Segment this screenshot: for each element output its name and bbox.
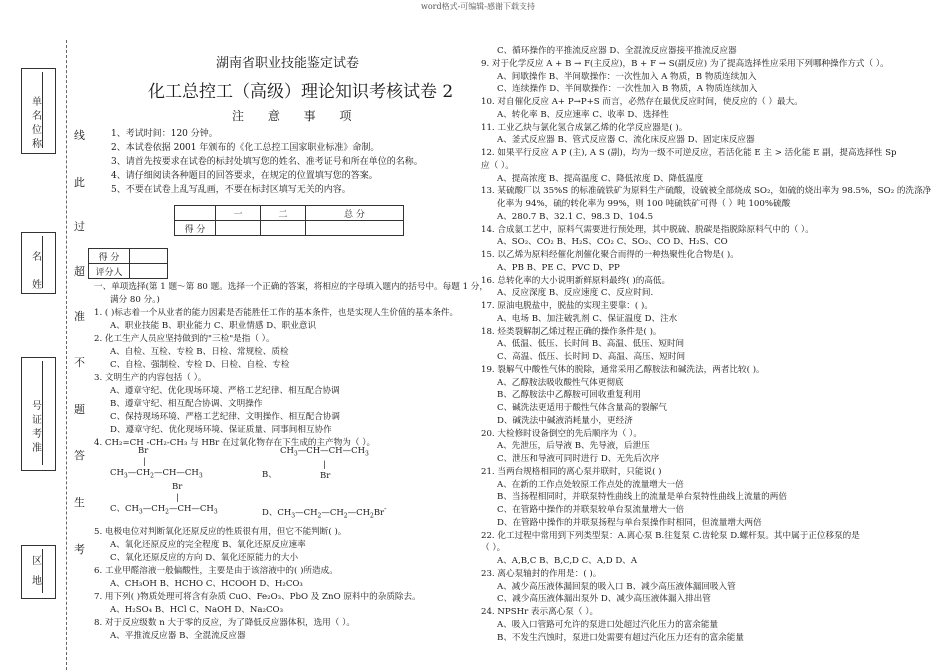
question-line: 24. NPSHr 表示离心泵（ ）。 bbox=[481, 607, 599, 617]
option-line: A、平推流反应器 B、全混流反应器 bbox=[110, 631, 246, 641]
option-line: （ ）。 bbox=[481, 543, 506, 554]
option-line: D、碱洗法中碱液消耗量小，更经济 bbox=[497, 415, 633, 426]
field-region-label: 区 地 bbox=[32, 556, 42, 587]
cut-word: 不 bbox=[74, 356, 85, 369]
question-line: 16. 总转化率的大小说明新鲜原料最终( )的高低。 bbox=[481, 275, 671, 286]
question-line: 2. 化工生产人员应坚持做到的"三检"是指（ ）。 bbox=[94, 334, 275, 344]
question-line: 20. 大检修时设备倒空的先后顺序为（ ）。 bbox=[481, 428, 642, 439]
score-cell[interactable] bbox=[216, 221, 261, 236]
option-line: 应（ ）。 bbox=[481, 160, 514, 171]
exam-org: 湖南省职业技能鉴定试卷 bbox=[216, 56, 360, 71]
option-line: A、自检、互检、专检 B、日检、常规检、质检 bbox=[110, 347, 289, 357]
option-line: A、乙醇胺法吸收酸性气体更彻底 bbox=[497, 377, 624, 388]
option-line: A、吸入口管路可允许的泵进口处超过汽化压力的富余能量 bbox=[497, 619, 719, 630]
option-line: A、先泄压，后导液 B、先导液，后泄压 bbox=[497, 441, 650, 452]
exam-title: 化工总控工（高级）理论知识考核试卷 2 bbox=[148, 82, 454, 102]
field-unit-label: 单 名 位 称 bbox=[32, 97, 42, 150]
option-line: A、电场 B、加注破乳剂 C、保证温度 D、注水 bbox=[497, 313, 678, 324]
option-line: C、碱洗法更适用于酸性气体含量高的裂解气 bbox=[497, 403, 667, 413]
option-line: 化率为 94%，硫的转化率为 99%，则 100 吨硫铁矿可得（ ）吨 100%硫酸 bbox=[497, 199, 791, 209]
notice-item: 1、考试时间：120 分钟。 bbox=[111, 129, 218, 139]
field-name-label: 名 姓 bbox=[32, 252, 42, 291]
section-heading: 一、单项选择(第 1 题～第 80 题。选择一个正确的答案，将相应的字母填入题内的括号中。每题 1 分， bbox=[94, 282, 488, 292]
grader-score-label: 得 分 bbox=[89, 249, 130, 264]
option-line: D、在管路中操作的并联泵扬程与单台泵操作时相同，但流量增大两倍 bbox=[497, 517, 762, 528]
notice-item: 2、本试卷依据 2001 年颁布的《化工总控工国家职业标准》命制。 bbox=[111, 143, 380, 153]
question-line: 19. 裂解气中酸性气体的脱除，通常采用乙醇胺法和碱洗法，两者比较( )。 bbox=[481, 364, 765, 375]
option-line: A、遵章守纪、优化现场环境、严格工艺纪律、相互配合协调 bbox=[110, 386, 340, 396]
notice-title: 注 意 事 项 bbox=[232, 109, 362, 123]
score-table bbox=[174, 205, 404, 236]
question-line: 5. 电极电位对判断氧化还原反应的性质很有用，但它不能判断( )。 bbox=[94, 527, 347, 537]
question-line: 8. 对于反应级数 n 大于零的反应，为了降低反应器体积，选用（ ）。 bbox=[94, 618, 355, 628]
option-line: A、间歇操作 B、半间歇操作：一次性加入 A 物质，B 物质连续加入 bbox=[497, 71, 757, 82]
grader-name-label: 评分人 bbox=[89, 264, 130, 279]
option-line: C、循环操作的平推流反应器 D、全混流反应器接平推流反应器 bbox=[497, 46, 737, 56]
question-line: 13. 某硫酸厂以 35%S 的标准硫铁矿为原料生产硫酸，设硫被全部烧成 SO₂，如硫的烧出率为 98.5%，SO₂ 的洗涤净 bbox=[481, 186, 932, 197]
grader-cell[interactable] bbox=[130, 249, 168, 264]
question-line: 14. 合成氨工艺中，原料气需要进行预处理，其中脱硫、脱碳是指脱除原料气中的（ ）。 bbox=[481, 224, 814, 235]
score-cell[interactable] bbox=[260, 221, 305, 236]
question-line: 22. 化工过程中常用到下列类型泵：A.离心泵 B.往复泵 C.齿轮泵 D.螺杆泵。其中属于正位移泵的是 bbox=[481, 530, 860, 541]
question-line: 21. 当两台规格相同的离心泵并联时，只能说( ) bbox=[481, 466, 662, 477]
grader-cell[interactable] bbox=[130, 264, 168, 279]
q4-option-a: Br | $CH_3—CH_2—CH—CH_3$ bbox=[110, 446, 203, 480]
writing-line bbox=[42, 236, 43, 288]
option-line: A、280.7 B、32.1 C、98.3 D、104.5 bbox=[497, 211, 654, 222]
cut-word: 超 bbox=[74, 265, 85, 278]
q4-option-d: D、$CH_3—CH_2—CH_2—CH_2Br^-$ bbox=[262, 504, 387, 520]
section-heading-cont: 满分 80 分。) bbox=[110, 295, 160, 305]
option-line: B、不发生汽蚀时，泵进口处需要有超过汽化压力还有的富余能量 bbox=[497, 632, 744, 643]
option-line: A、CH₃OH B、HCHO C、HCOOH D、H₂CO₃ bbox=[110, 579, 303, 589]
option-line: D、遵章守纪、优化现场环境、保证质量、同事间相互协作 bbox=[110, 425, 332, 435]
option-line: C、连续操作 D、半间歇操作：一次性加入 B 物质，A 物质连续加入 bbox=[497, 84, 758, 95]
question-line: 3. 文明生产的内容包括（ ）。 bbox=[94, 373, 207, 383]
question-line: 12. 如果平行反应 A P (主), A S (副)，均为一级不可逆反应，若活化能 E 主 > 活化能 E 副，提高选择性 Sp bbox=[481, 148, 897, 158]
cut-word: 题 bbox=[74, 403, 85, 416]
option-line: A、A,B,C B、B,C,D C、A,D D、A bbox=[497, 556, 638, 566]
option-line: C、自检、强制检、专检 D、日检、自检、专检 bbox=[110, 360, 290, 370]
option-line: A、职业技能 B、职业能力 C、职业情感 D、职业意识 bbox=[110, 321, 317, 331]
q4-option-c: Br | C、$CH_3—CH_2—CH—CH_3$ bbox=[110, 482, 218, 516]
question-line: 17. 原油电脱盐中，脱盐的实现主要靠：( )。 bbox=[481, 301, 653, 311]
grader-table bbox=[88, 248, 168, 279]
question-line: 1. ( )标志着一个从业者的能力因素是否能胜任工作的基本条件，也是实现人生价值的基本条件。 bbox=[94, 308, 459, 318]
cut-word: 过 bbox=[74, 220, 85, 233]
question-line: 15. 以乙烯为原料经催化剂催化聚合而得的一种热聚性化合物是( )。 bbox=[481, 250, 739, 260]
option-line: C、在管路中操作的并联泵较单台泵流量增大一倍 bbox=[497, 505, 685, 515]
notice-item: 5、不要在试卷上乱写乱画，不要在标封区填写无关的内容。 bbox=[111, 185, 351, 195]
option-line: A、减少高压液体漏回泵的吸入口 B、减少高压液体漏回吸入管 bbox=[497, 581, 736, 592]
cut-word: 此 bbox=[74, 176, 85, 189]
writing-line bbox=[42, 549, 43, 593]
question-line: 23. 离心泵轴封的作用是：( )。 bbox=[481, 568, 602, 579]
notice-item: 3、请首先按要求在试卷的标封处填写您的姓名、准考证号和所在单位的名称。 bbox=[111, 157, 423, 167]
option-line: B、当扬程相同时，并联泵特性曲线上的流量是单台泵特性曲线上流量的两倍 bbox=[497, 492, 787, 503]
option-line: B、乙醇胺法中乙醇胺可回收重复利用 bbox=[497, 390, 641, 401]
question-line: 18. 烃类裂解制乙烯过程正确的操作条件是( )。 bbox=[481, 326, 662, 337]
cut-word: 生 bbox=[74, 496, 85, 509]
option-line: A、在新的工作点处较原工作点处的流量增大一倍 bbox=[497, 479, 684, 490]
score-row-label: 得 分 bbox=[175, 221, 216, 236]
question-line: 9. 对于化学反应 A + B → F(主反应)，B + F → S(副反应) 为了提高选择性应采用下列哪种操作方式（ ）。 bbox=[481, 58, 889, 69]
score-col-2: 二 bbox=[260, 206, 305, 221]
question-line: 11. 工业乙炔与氯化氢合成氯乙烯的化学反应器是( )。 bbox=[481, 122, 688, 133]
option-line: A、H₂SO₄ B、HCl C、NaOH D、Na₂CO₃ bbox=[110, 605, 284, 615]
option-line: A、SO₂、CO₂ B、H₂S、CO₂ C、SO₂、CO D、H₂S、CO bbox=[497, 237, 728, 248]
cut-word: 准 bbox=[74, 310, 85, 323]
seal-cut-line bbox=[66, 40, 67, 670]
q4-option-b: $CH_3—CH—CH—CH_3$ | Br bbox=[280, 446, 369, 481]
score-col-total: 总 分 bbox=[305, 206, 403, 221]
option-line: A、PB B、PE C、PVC D、PP bbox=[497, 262, 620, 273]
option-line: C、泄压和导液可同时进行 D、无先后次序 bbox=[497, 454, 660, 464]
writing-line bbox=[42, 72, 43, 148]
cut-word: 线 bbox=[74, 129, 85, 142]
option-line: C、保持现场环境、严格工艺纪律、文明操作、相互配合协调 bbox=[110, 412, 341, 422]
option-line: A、提高浓度 B、提高温度 C、降低浓度 D、降低温度 bbox=[497, 173, 704, 184]
field-id-label: 号 证 考 准 bbox=[32, 401, 42, 454]
score-cell[interactable] bbox=[305, 221, 403, 236]
question-line: 7. 用下列( )物质处理可将含有杂质 CuO、Fe₂O₃、PbO 及 ZnO 原料中的杂质除去。 bbox=[94, 592, 421, 602]
score-col-1: 一 bbox=[216, 206, 261, 221]
question-line: 4. CH₂=CH -CH₂-CH₃ 与 HBr 在过氧化物存在下生成的主产物为（ ）。 bbox=[94, 438, 376, 448]
option-line: A、釜式反应器 B、管式反应器 C、流化床反应器 D、固定床反应器 bbox=[497, 135, 755, 146]
header-note: word格式-可编辑-感谢下载支持 bbox=[421, 2, 536, 11]
option-line: A、反应深度 B、反应速度 C、反应时间. bbox=[497, 288, 654, 299]
question-line: 6. 工业甲醛溶液一般偏酸性，主要是由于该溶液中的( )所造成。 bbox=[94, 566, 338, 576]
cut-word: 答 bbox=[74, 449, 85, 462]
option-line: C、高温、低压、长时间 D、高温、高压、短时间 bbox=[497, 352, 686, 362]
option-line: A、转化率 B、反应速率 C、收率 D、选择性 bbox=[497, 109, 669, 120]
option-line: A、氧化还原反应的完全程度 B、氧化还原反应速率 bbox=[110, 540, 306, 550]
question-line: 10. 对自催化反应 A+ P→P+S 而言，必然存在最优反应时间，使反应的（ ）最大。 bbox=[481, 97, 803, 107]
q4-label-b: B、 bbox=[262, 470, 277, 480]
notice-item: 4、请仔细阅读各种题目的回答要求，在规定的位置填写您的答案。 bbox=[111, 171, 378, 181]
option-line: C、氧化还原反应的方向 D、氧化还原能力的大小 bbox=[110, 553, 299, 563]
cut-word: 考 bbox=[74, 543, 85, 556]
option-line: C、减少高压液体漏出泵外 D、减少高压液体漏入排出管 bbox=[497, 594, 711, 605]
writing-line bbox=[42, 361, 43, 465]
option-line: A、低温、低压、长时间 B、高温、低压、短时间 bbox=[497, 339, 685, 350]
option-line: B、遵章守纪、相互配合协调、文明操作 bbox=[110, 399, 263, 409]
